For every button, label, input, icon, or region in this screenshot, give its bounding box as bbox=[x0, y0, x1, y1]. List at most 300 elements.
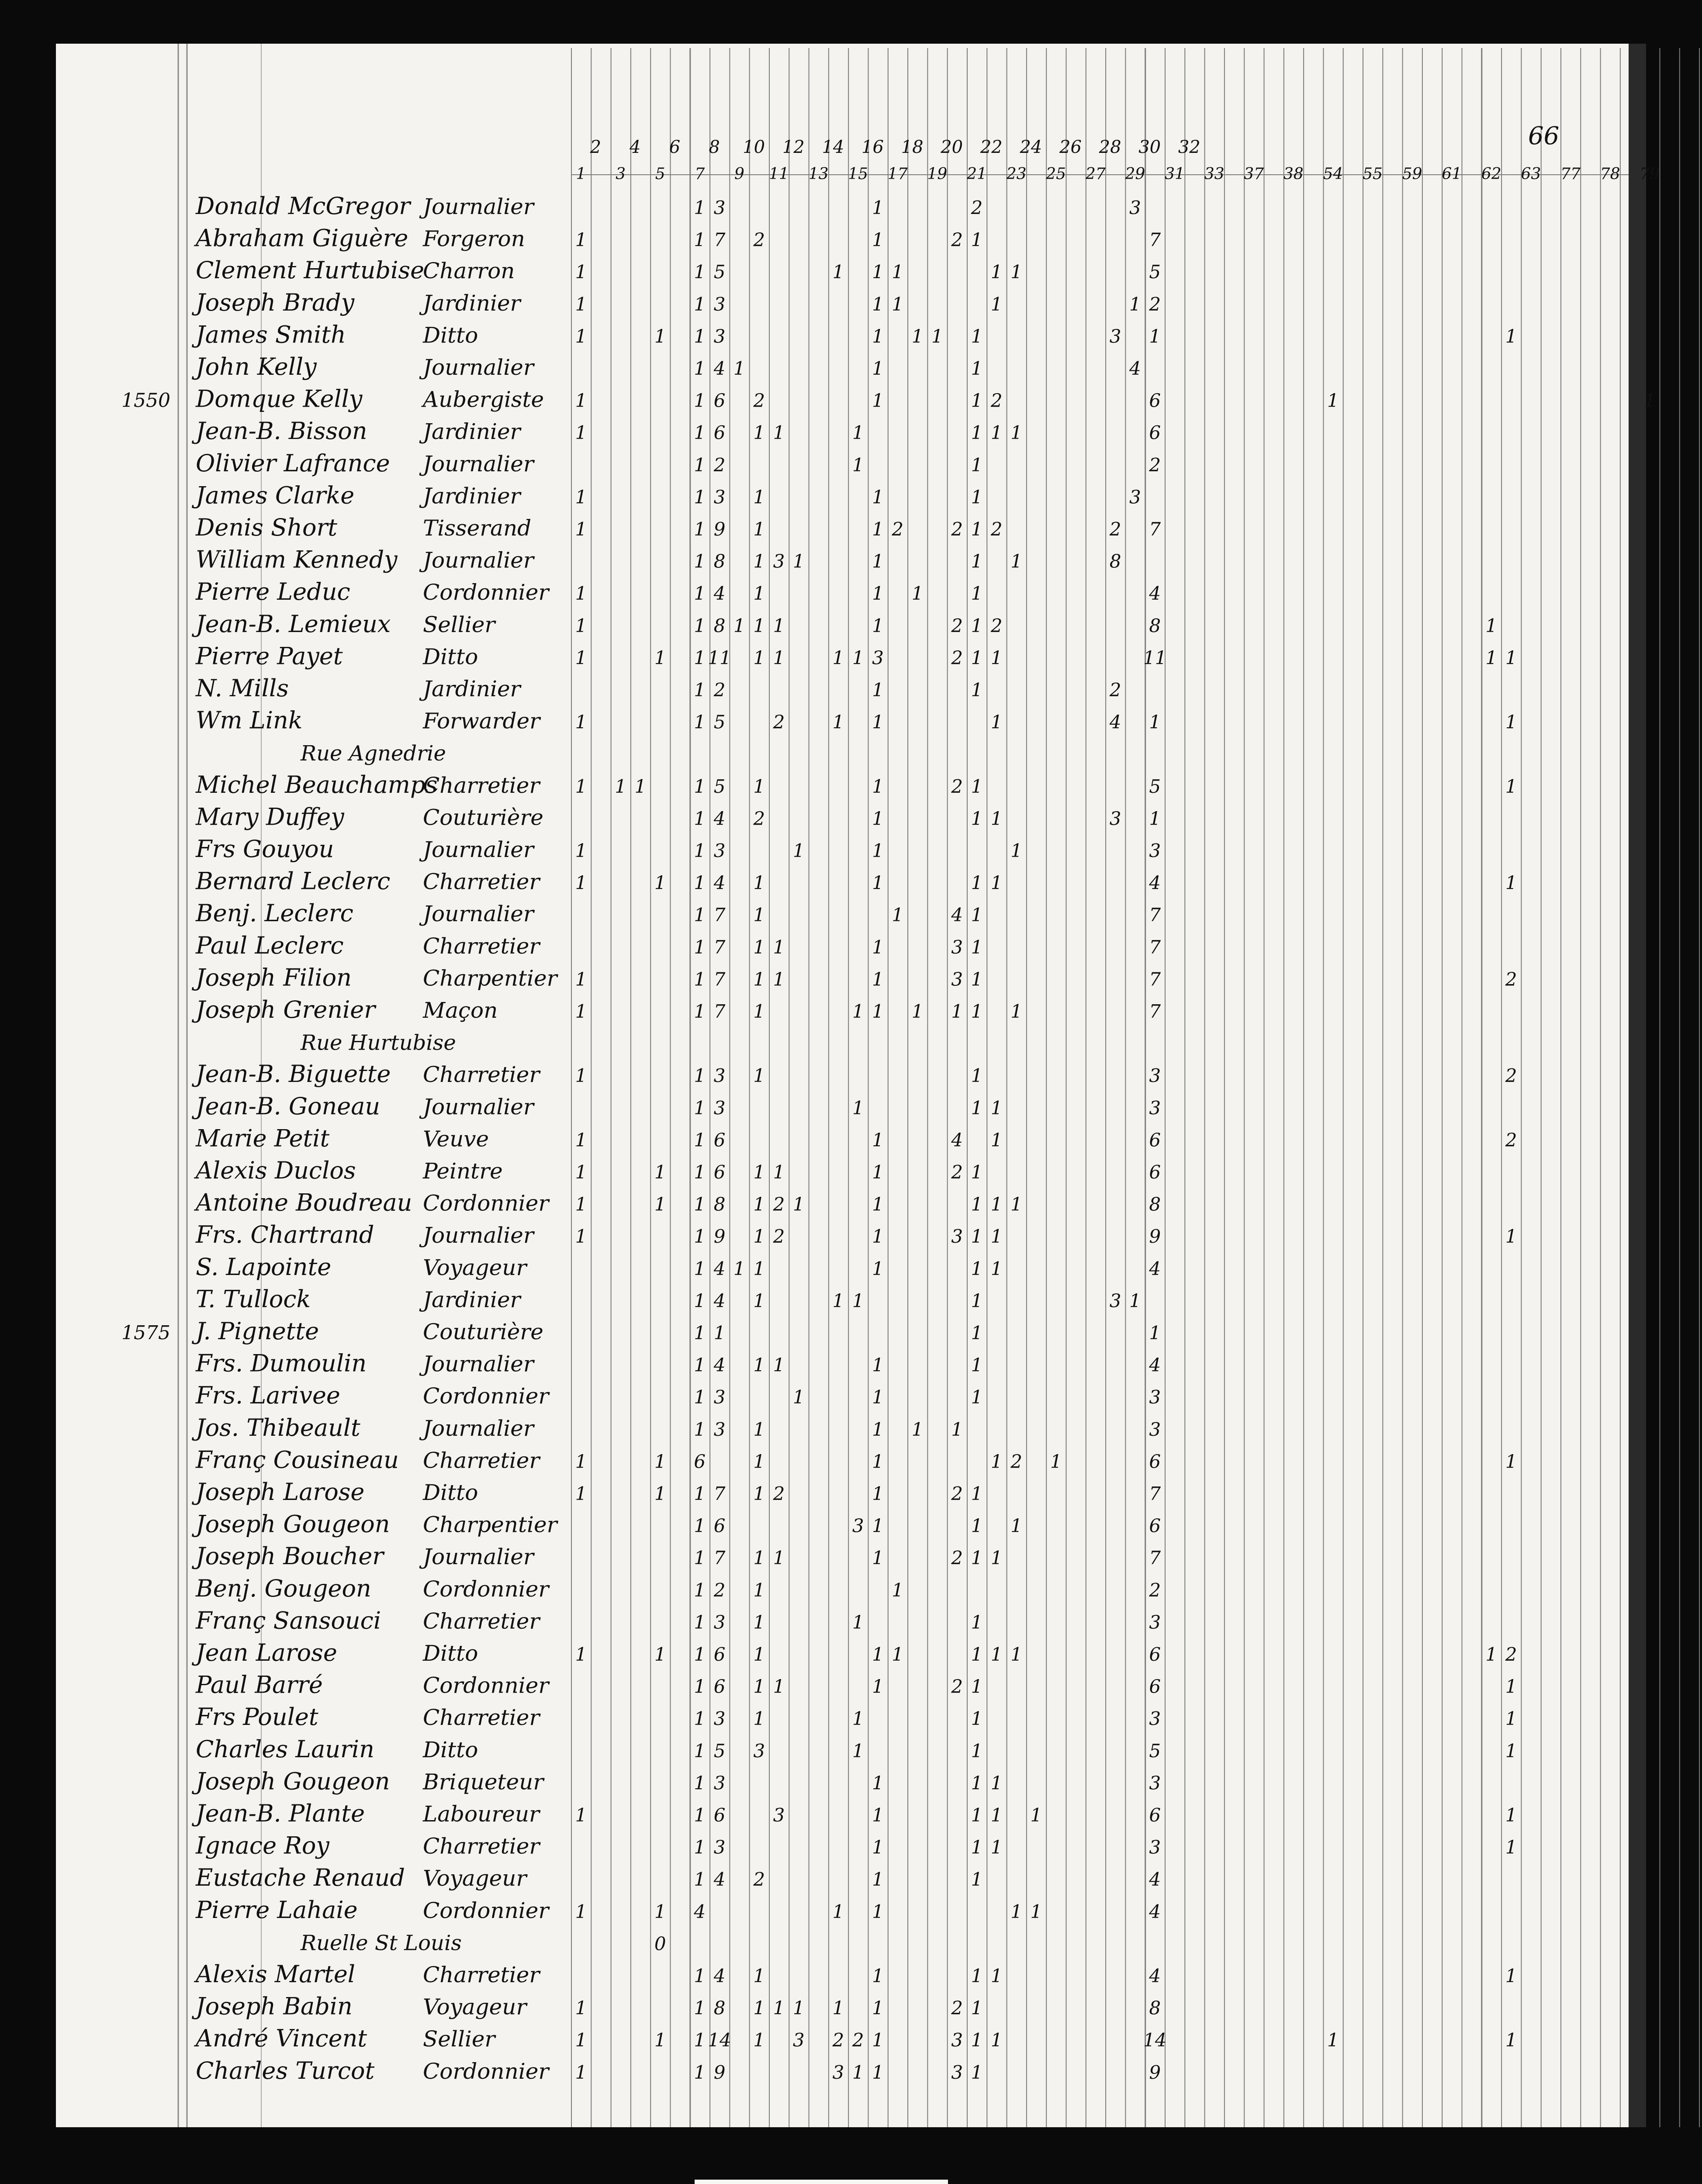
tally-mark: 3 bbox=[713, 486, 726, 508]
census-ledger-grid bbox=[56, 44, 1660, 2127]
tally-mark: 1 bbox=[753, 1226, 765, 1248]
tally-mark: 1 bbox=[753, 936, 765, 958]
tally-mark: 7 bbox=[713, 968, 726, 990]
tally-mark: 1 bbox=[951, 1001, 963, 1022]
tally-mark: 8 bbox=[713, 1997, 726, 2019]
tally-mark: 1 bbox=[971, 2029, 983, 2051]
tally-mark: 1 bbox=[694, 1161, 706, 1183]
tally-mark: 1 bbox=[872, 615, 884, 636]
tally-mark: 1 bbox=[694, 936, 706, 958]
column-number-bottom: 13 bbox=[808, 165, 829, 183]
tally-mark: 2 bbox=[713, 454, 726, 476]
tally-mark: 1 bbox=[575, 1226, 587, 1248]
tally-mark: 1 bbox=[852, 647, 864, 669]
tally-mark: 1 bbox=[892, 1644, 904, 1665]
tally-mark: 1 bbox=[753, 1483, 765, 1504]
column-number-top: 26 bbox=[1059, 137, 1082, 157]
resident-name: Jean-B. Lemieux bbox=[196, 610, 391, 638]
resident-occupation: Aubergiste bbox=[423, 387, 544, 412]
resident-occupation: Journalier bbox=[423, 547, 534, 573]
tally-mark: 1 bbox=[990, 1836, 1003, 1858]
tally-mark: 1 bbox=[990, 261, 1003, 283]
tally-mark: 1 bbox=[1505, 775, 1517, 797]
tally-mark: 1 bbox=[872, 1193, 884, 1215]
tally-mark: 1 bbox=[971, 583, 983, 605]
tally-mark: 1 bbox=[990, 711, 1003, 733]
tally-mark: 1 bbox=[872, 1804, 884, 1826]
resident-occupation: Charretier bbox=[423, 1608, 540, 1634]
column-number-bottom: 33 bbox=[1204, 165, 1225, 183]
column-number-top: 4 bbox=[630, 137, 641, 157]
tally-mark: 3 bbox=[713, 197, 726, 218]
tally-mark: 4 bbox=[713, 1258, 726, 1279]
resident-name: Jean-B. Bisson bbox=[196, 417, 367, 445]
tally-mark: 7 bbox=[1149, 1483, 1161, 1504]
tally-mark: 1 bbox=[1149, 1322, 1161, 1344]
tally-mark: 1 bbox=[792, 1193, 805, 1215]
resident-occupation: Briqueteur bbox=[423, 1769, 544, 1795]
resident-name: N. Mills bbox=[196, 674, 289, 702]
tally-mark: 1 bbox=[1505, 872, 1517, 894]
tally-mark: 2 bbox=[951, 775, 963, 797]
resident-occupation: Journalier bbox=[423, 837, 534, 862]
tally-mark: 3 bbox=[852, 1515, 864, 1537]
tally-mark: 7 bbox=[713, 936, 726, 958]
tally-mark: 7 bbox=[713, 904, 726, 926]
tally-mark: 1 bbox=[1327, 2029, 1339, 2051]
tally-mark: 2 bbox=[773, 711, 785, 733]
tally-mark: 1 bbox=[694, 1129, 706, 1151]
tally-mark: 4 bbox=[713, 1869, 726, 1890]
tally-mark: 1 bbox=[971, 1161, 983, 1183]
tally-mark: 1 bbox=[575, 583, 587, 605]
tally-mark: 1 bbox=[753, 1965, 765, 1987]
tally-mark: 2 bbox=[971, 197, 983, 218]
tally-mark: 1 bbox=[872, 968, 884, 990]
tally-mark: 1 bbox=[872, 1386, 884, 1408]
tally-mark: 1 bbox=[1010, 550, 1022, 572]
tally-mark: 6 bbox=[1149, 1676, 1161, 1697]
tally-mark: 1 bbox=[872, 1161, 884, 1183]
tally-mark: 1 bbox=[990, 1547, 1003, 1569]
tally-mark: 2 bbox=[951, 1676, 963, 1697]
resident-name: James Clarke bbox=[196, 481, 355, 509]
tally-mark: 1 bbox=[971, 1804, 983, 1826]
tally-mark: 3 bbox=[773, 550, 785, 572]
microfilm-source-label bbox=[695, 2180, 948, 2184]
resident-name: J. Pignette bbox=[196, 1317, 319, 1345]
tally-mark: 1 bbox=[694, 1065, 706, 1087]
tally-mark: 1 bbox=[971, 486, 983, 508]
tally-mark: 4 bbox=[1149, 1354, 1161, 1376]
tally-mark: 4 bbox=[1149, 1901, 1161, 1922]
tally-mark: 1 bbox=[575, 325, 587, 347]
tally-mark: 1 bbox=[575, 1644, 587, 1665]
tally-mark: 2 bbox=[990, 518, 1003, 540]
tally-mark: 2 bbox=[753, 229, 765, 251]
resident-name: Benj. Leclerc bbox=[196, 899, 353, 927]
tally-mark: 1 bbox=[872, 1451, 884, 1472]
tally-mark: 1 bbox=[1050, 1451, 1062, 1472]
column-number-top: 8 bbox=[709, 137, 720, 157]
tally-mark: 4 bbox=[694, 1901, 706, 1922]
tally-mark: 5 bbox=[1149, 775, 1161, 797]
tally-mark: 1 bbox=[971, 1386, 983, 1408]
tally-mark: 1 bbox=[971, 358, 983, 379]
tally-mark: 1 bbox=[872, 2029, 884, 2051]
tally-mark: 1 bbox=[654, 1193, 666, 1215]
resident-occupation: Journalier bbox=[423, 1544, 534, 1570]
tally-mark: 1 bbox=[694, 1418, 706, 1440]
tally-mark: 1 bbox=[694, 647, 706, 669]
resident-name: Ignace Roy bbox=[196, 1832, 329, 1859]
tally-mark: 2 bbox=[773, 1226, 785, 1248]
tally-mark: 1 bbox=[792, 1386, 805, 1408]
resident-occupation: Jardinier bbox=[423, 676, 521, 702]
tally-mark: 6 bbox=[713, 390, 726, 411]
tally-mark: 1 bbox=[773, 1997, 785, 2019]
tally-mark: 1 bbox=[694, 1258, 706, 1279]
tally-mark: 1 bbox=[971, 1322, 983, 1344]
tally-mark: 1 bbox=[990, 1772, 1003, 1794]
tally-mark: 1 bbox=[733, 358, 745, 379]
tally-mark: 1 bbox=[694, 358, 706, 379]
tally-mark: 2 bbox=[951, 1483, 963, 1504]
column-number-bottom: 25 bbox=[1046, 165, 1066, 183]
tally-mark: 2 bbox=[990, 615, 1003, 636]
tally-mark: 1 bbox=[753, 1001, 765, 1022]
tally-mark: 1 bbox=[634, 775, 647, 797]
resident-name: Eustache Renaud bbox=[196, 1864, 405, 1892]
tally-mark: 3 bbox=[951, 2029, 963, 2051]
tally-mark: 1 bbox=[792, 1997, 805, 2019]
tally-mark: 1 bbox=[872, 1001, 884, 1022]
tally-mark: 1 bbox=[1505, 1226, 1517, 1248]
resident-name: Domque Kelly bbox=[196, 385, 363, 413]
tally-mark: 1 bbox=[1505, 1804, 1517, 1826]
tally-mark: 1 bbox=[971, 1001, 983, 1022]
resident-occupation: Journalier bbox=[423, 451, 534, 477]
tally-mark: 1 bbox=[694, 711, 706, 733]
resident-name: Joseph Gougeon bbox=[196, 1767, 390, 1795]
tally-mark: 1 bbox=[990, 647, 1003, 669]
tally-mark: 1 bbox=[694, 293, 706, 315]
tally-mark: 1 bbox=[990, 1193, 1003, 1215]
tally-mark: 1 bbox=[753, 1161, 765, 1183]
tally-mark: 3 bbox=[1129, 486, 1141, 508]
tally-mark: 1 bbox=[872, 518, 884, 540]
tally-mark: 1 bbox=[872, 775, 884, 797]
tally-mark: 1 bbox=[792, 550, 805, 572]
tally-mark: 1 bbox=[971, 1997, 983, 2019]
tally-mark: 1 bbox=[694, 775, 706, 797]
resident-occupation: Charron bbox=[423, 258, 515, 284]
tally-mark: 1 bbox=[792, 840, 805, 861]
tally-mark: 1 bbox=[753, 1193, 765, 1215]
tally-mark: 3 bbox=[951, 936, 963, 958]
tally-mark: 1 bbox=[575, 615, 587, 636]
tally-mark: 1 bbox=[971, 904, 983, 926]
tally-mark: 8 bbox=[713, 615, 726, 636]
tally-mark: 1 bbox=[694, 872, 706, 894]
tally-mark: 1 bbox=[872, 1547, 884, 1569]
resident-name: Pierre Lahaie bbox=[196, 1896, 358, 1924]
page-number: 66 bbox=[1528, 122, 1560, 150]
tally-mark: 6 bbox=[713, 1644, 726, 1665]
resident-occupation: Voyageur bbox=[423, 1994, 527, 2020]
tally-mark: 1 bbox=[971, 1676, 983, 1697]
tally-mark: 6 bbox=[1149, 1451, 1161, 1472]
tally-mark: 6 bbox=[713, 1676, 726, 1697]
resident-occupation: Jardinier bbox=[423, 419, 521, 445]
tally-mark: 1 bbox=[654, 872, 666, 894]
tally-mark: 1 bbox=[852, 2061, 864, 2083]
tally-mark: 1 bbox=[654, 1901, 666, 1922]
tally-mark: 1 bbox=[654, 2029, 666, 2051]
tally-mark: 1 bbox=[575, 486, 587, 508]
tally-mark: 6 bbox=[1149, 1644, 1161, 1665]
tally-mark: 1 bbox=[872, 1418, 884, 1440]
resident-occupation: Sellier bbox=[423, 2026, 495, 2052]
tally-mark: 1 bbox=[753, 1644, 765, 1665]
column-number-top: 10 bbox=[743, 137, 765, 157]
tally-mark: 1 bbox=[971, 2061, 983, 2083]
tally-mark: 1 bbox=[832, 711, 844, 733]
tally-mark: 1 bbox=[575, 1804, 587, 1826]
resident-name: Jos. Thibeault bbox=[196, 1413, 360, 1441]
resident-name: Denis Short bbox=[196, 514, 337, 541]
tally-mark: 1 bbox=[832, 261, 844, 283]
tally-mark: 1 bbox=[753, 1258, 765, 1279]
tally-mark: 1 bbox=[971, 1097, 983, 1119]
tally-mark: 1 bbox=[713, 1322, 726, 1344]
tally-mark: 1 bbox=[1505, 2029, 1517, 2051]
tally-mark: 4 bbox=[713, 1354, 726, 1376]
tally-mark: 1 bbox=[1149, 808, 1161, 829]
resident-name: John Kelly bbox=[196, 353, 317, 380]
resident-name: Charles Laurin bbox=[196, 1735, 374, 1763]
tally-mark: 1 bbox=[872, 1354, 884, 1376]
tally-mark: 1 bbox=[971, 1772, 983, 1794]
tally-mark: 3 bbox=[1129, 197, 1141, 218]
tally-mark: 1 bbox=[971, 1065, 983, 1087]
resident-occupation: Jardinier bbox=[423, 1287, 521, 1313]
tally-mark: 1 bbox=[694, 229, 706, 251]
tally-mark: 1 bbox=[971, 1354, 983, 1376]
tally-mark: 1 bbox=[990, 1226, 1003, 1248]
column-number-bottom: 3 bbox=[616, 165, 626, 183]
column-number-bottom: 54 bbox=[1323, 165, 1343, 183]
street-heading: Rue Hurtubise bbox=[301, 1030, 456, 1055]
tally-mark: 1 bbox=[911, 583, 924, 605]
tally-mark: 1 bbox=[575, 1483, 587, 1504]
tally-mark: 1 bbox=[872, 486, 884, 508]
tally-mark: 2 bbox=[1109, 518, 1121, 540]
tally-mark: 3 bbox=[1149, 1836, 1161, 1858]
resident-occupation: Voyageur bbox=[423, 1254, 527, 1280]
tally-mark: 1 bbox=[971, 550, 983, 572]
tally-mark: 1 bbox=[694, 1226, 706, 1248]
tally-mark: 3 bbox=[1149, 1772, 1161, 1794]
tally-mark: 1 bbox=[753, 1997, 765, 2019]
tally-mark: 6 bbox=[1149, 1515, 1161, 1537]
resident-name: Joseph Gougeon bbox=[196, 1510, 390, 1538]
tally-mark: 1 bbox=[971, 647, 983, 669]
resident-occupation: Charretier bbox=[423, 933, 540, 959]
tally-mark: 1 bbox=[694, 325, 706, 347]
column-number-top: 24 bbox=[1020, 137, 1042, 157]
tally-mark: 8 bbox=[1149, 1193, 1161, 1215]
tally-mark: 1 bbox=[852, 422, 864, 444]
resident-occupation: Ditto bbox=[423, 644, 478, 670]
tally-mark: 1 bbox=[753, 615, 765, 636]
tally-mark: 2 bbox=[852, 2029, 864, 2051]
tally-mark: 1 bbox=[753, 1676, 765, 1697]
tally-mark: 1 bbox=[832, 1901, 844, 1922]
tally-mark: 1 bbox=[1505, 1965, 1517, 1987]
tally-mark: 1 bbox=[1505, 1708, 1517, 1730]
tally-mark: 1 bbox=[971, 1290, 983, 1312]
tally-mark: 1 bbox=[1030, 1901, 1042, 1922]
tally-mark: 1 bbox=[773, 647, 785, 669]
column-number-bottom: 1 bbox=[576, 165, 586, 183]
column-number-bottom: 78 bbox=[1600, 165, 1620, 183]
tally-mark: 1 bbox=[575, 261, 587, 283]
tally-mark: 2 bbox=[990, 390, 1003, 411]
tally-mark: 1 bbox=[753, 1065, 765, 1087]
tally-mark: 8 bbox=[713, 550, 726, 572]
tally-mark: 2 bbox=[951, 229, 963, 251]
tally-mark: 1 bbox=[694, 1708, 706, 1730]
resident-name: Charles Turcot bbox=[196, 2056, 375, 2084]
resident-name: André Vincent bbox=[196, 2025, 367, 2053]
tally-mark: 1 bbox=[1505, 325, 1517, 347]
resident-name: Marie Petit bbox=[196, 1124, 330, 1152]
tally-mark: 2 bbox=[951, 1161, 963, 1183]
tally-mark: 3 bbox=[1149, 1418, 1161, 1440]
tally-mark: 1 bbox=[971, 872, 983, 894]
tally-mark: 6 bbox=[713, 1161, 726, 1183]
resident-occupation: Ditto bbox=[423, 1737, 478, 1762]
resident-occupation: Ditto bbox=[423, 322, 478, 348]
tally-mark: 2 bbox=[1149, 454, 1161, 476]
tally-mark: 14 bbox=[1143, 2029, 1167, 2051]
tally-mark: 1 bbox=[990, 1804, 1003, 1826]
column-number-bottom: 15 bbox=[848, 165, 868, 183]
tally-mark: 1 bbox=[694, 840, 706, 861]
tally-mark: 1 bbox=[753, 968, 765, 990]
tally-mark: 1 bbox=[971, 1965, 983, 1987]
resident-name: Bernard Leclerc bbox=[196, 867, 391, 895]
tally-mark: 1 bbox=[1010, 261, 1022, 283]
column-number-bottom: 31 bbox=[1165, 165, 1185, 183]
tally-mark: 11 bbox=[708, 647, 731, 669]
tally-mark: 1 bbox=[575, 1065, 587, 1087]
tally-mark: 1 bbox=[852, 454, 864, 476]
tally-mark: 1 bbox=[951, 1418, 963, 1440]
tally-mark: 1 bbox=[852, 1708, 864, 1730]
tally-mark: 1 bbox=[753, 518, 765, 540]
tally-mark: 4 bbox=[713, 1290, 726, 1312]
tally-mark: 1 bbox=[694, 808, 706, 829]
tally-mark: 3 bbox=[713, 840, 726, 861]
tally-mark: 4 bbox=[1149, 583, 1161, 605]
tally-mark: 1 bbox=[1149, 325, 1161, 347]
tally-mark: 1 bbox=[575, 229, 587, 251]
tally-mark: 1 bbox=[773, 422, 785, 444]
tally-mark: 1 bbox=[575, 968, 587, 990]
resident-name: Donald McGregor bbox=[196, 192, 411, 220]
column-number-bottom: 23 bbox=[1006, 165, 1027, 183]
census-ledger-page bbox=[56, 44, 1660, 2127]
tally-mark: 2 bbox=[753, 390, 765, 411]
resident-name: Mary Duffey bbox=[196, 803, 344, 831]
tally-mark: 1 bbox=[990, 2029, 1003, 2051]
resident-name: Frs. Larivee bbox=[196, 1382, 340, 1410]
tally-mark: 1 bbox=[773, 1354, 785, 1376]
column-number-bottom: 61 bbox=[1442, 165, 1462, 183]
column-number-bottom: 5 bbox=[655, 165, 665, 183]
tally-mark: 1 bbox=[773, 1676, 785, 1697]
tally-mark: 1 bbox=[892, 904, 904, 926]
tally-mark: 6 bbox=[1149, 1161, 1161, 1183]
tally-mark: 7 bbox=[1149, 518, 1161, 540]
tally-mark: 1 bbox=[694, 550, 706, 572]
tally-mark: 6 bbox=[713, 422, 726, 444]
resident-occupation: Journalier bbox=[423, 1094, 534, 1120]
tally-mark: 1 bbox=[575, 2061, 587, 2083]
resident-name: Clement Hurtubise bbox=[196, 256, 425, 284]
tally-mark: 1 bbox=[1010, 1901, 1022, 1922]
tally-mark: 1 bbox=[990, 1965, 1003, 1987]
tally-mark: 1 bbox=[694, 1644, 706, 1665]
resident-occupation: Journalier bbox=[423, 194, 534, 219]
resident-name: Paul Barré bbox=[196, 1671, 323, 1699]
tally-mark: 1 bbox=[694, 904, 706, 926]
tally-mark: 1 bbox=[971, 968, 983, 990]
tally-mark: 1 bbox=[575, 1997, 587, 2019]
tally-mark: 8 bbox=[1149, 1997, 1161, 2019]
tally-mark: 1 bbox=[872, 679, 884, 701]
tally-mark: 5 bbox=[1149, 1740, 1161, 1762]
tally-mark: 2 bbox=[1505, 1065, 1517, 1087]
resident-name: Alexis Duclos bbox=[196, 1157, 356, 1184]
tally-mark: 1 bbox=[694, 197, 706, 218]
tally-mark: 9 bbox=[713, 1226, 726, 1248]
tally-mark: 1 bbox=[872, 583, 884, 605]
resident-occupation: Charretier bbox=[423, 1448, 540, 1473]
tally-mark: 2 bbox=[951, 615, 963, 636]
tally-mark: 1 bbox=[1030, 1804, 1042, 1826]
tally-mark: 3 bbox=[713, 1065, 726, 1087]
tally-mark: 1 bbox=[575, 647, 587, 669]
tally-mark: 1 bbox=[1505, 1451, 1517, 1472]
tally-mark: 1 bbox=[872, 1901, 884, 1922]
tally-mark: 3 bbox=[713, 1097, 726, 1119]
tally-mark: 1 bbox=[872, 1836, 884, 1858]
resident-name: Jean Larose bbox=[196, 1639, 337, 1666]
tally-mark: 1 bbox=[1010, 1001, 1022, 1022]
tally-mark: 4 bbox=[713, 358, 726, 379]
tally-mark: 1 bbox=[971, 808, 983, 829]
tally-mark: 1 bbox=[694, 1097, 706, 1119]
tally-mark: 1 bbox=[753, 1418, 765, 1440]
tally-mark: 3 bbox=[792, 2029, 805, 2051]
tally-mark: 6 bbox=[1149, 1129, 1161, 1151]
tally-mark: 1 bbox=[694, 1193, 706, 1215]
tally-mark: 1 bbox=[575, 711, 587, 733]
tally-mark: 1 bbox=[872, 1226, 884, 1248]
